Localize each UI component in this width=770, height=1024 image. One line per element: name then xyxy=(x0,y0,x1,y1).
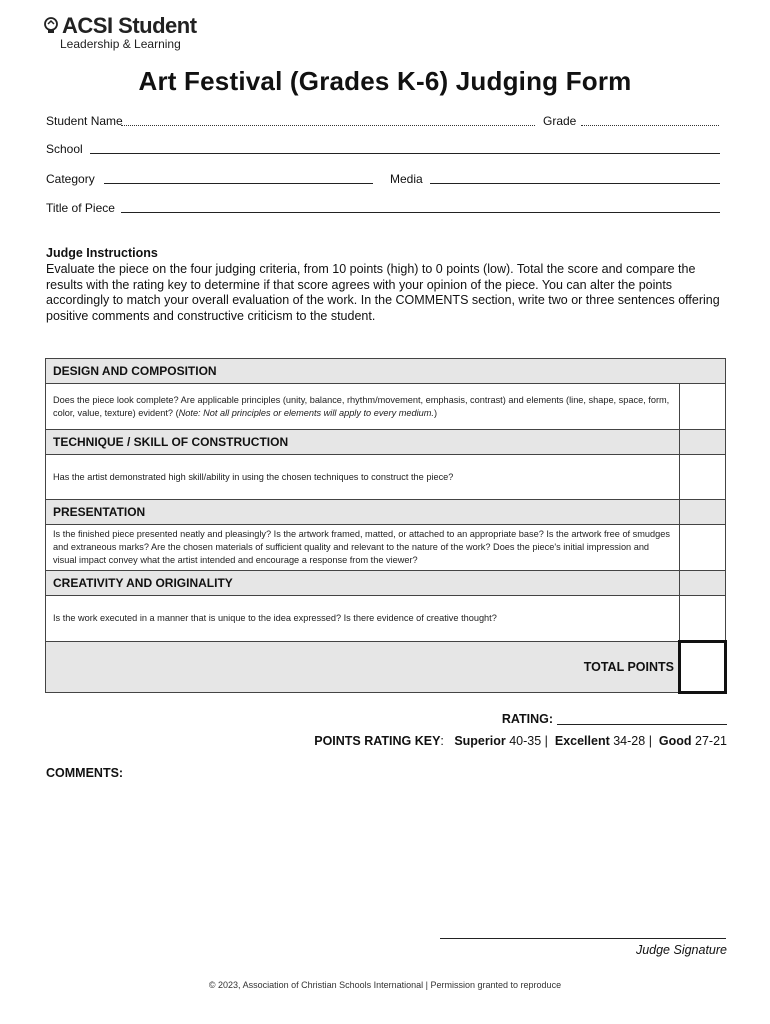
total-row xyxy=(46,642,726,693)
key-good: Good xyxy=(658,734,692,748)
rating-field[interactable] xyxy=(557,724,727,725)
comments-area[interactable] xyxy=(46,785,726,925)
instructions-body: Evaluate the piece on the four judging criteria, from 10 points (high) to 0 points (low). Total the score and compare the results with the rating key to determine if that score agrees with your opinion of the piece. You can alter the points accordingly to match your overall evaluation of the work. In the COMMENTS section, write two or three sentences offering positive comments and constructive criticism to the student. xyxy=(46,262,720,323)
footer: © 2023, Association of Christian Schools International | Permission granted to reproduce xyxy=(208,980,562,990)
school-field[interactable] xyxy=(90,153,720,154)
score-box[interactable] xyxy=(680,525,726,571)
criterion-description: Has the artist demonstrated high skill/ability in using the chosen techniques to construct the piece? xyxy=(46,455,680,500)
criteria-table xyxy=(45,358,727,694)
criterion-header-row xyxy=(46,571,726,596)
rating-row xyxy=(502,712,727,726)
instructions-heading: Judge Instructions xyxy=(46,246,158,260)
logo-line2: Leadership & Learning xyxy=(60,37,181,51)
school-label: School xyxy=(46,142,83,156)
key-excellent: Excellent xyxy=(554,734,610,748)
total-points-box[interactable] xyxy=(680,642,726,693)
category-field[interactable] xyxy=(104,183,373,184)
criterion-row xyxy=(46,455,726,500)
criterion-header-row xyxy=(46,430,726,455)
criterion-description: Is the work executed in a manner that is unique to the idea expressed? Is there evidence of creative thought? xyxy=(46,596,680,642)
key-superior-range: 40-35 xyxy=(509,734,542,748)
lightbulb-logo-icon xyxy=(42,17,60,35)
criterion-row xyxy=(46,596,726,642)
score-box[interactable] xyxy=(680,596,726,642)
media-label: Media xyxy=(390,172,423,186)
rating-label: RATING: xyxy=(501,712,553,726)
category-label: Category xyxy=(46,172,95,186)
logo-line1: ACSI Student xyxy=(62,13,197,38)
criterion-header-row xyxy=(46,359,726,384)
key-label: POINTS RATING KEY xyxy=(314,734,441,748)
score-box[interactable] xyxy=(680,455,726,500)
student-name-label: Student Name xyxy=(46,114,123,128)
acsi-logo xyxy=(42,15,197,51)
criterion-heading: DESIGN AND COMPOSITION xyxy=(46,359,726,384)
title-of-piece-label: Title of Piece xyxy=(46,201,115,215)
judge-signature-label: Judge Signature xyxy=(635,943,727,957)
criterion-heading: TECHNIQUE / SKILL OF CONSTRUCTION xyxy=(46,430,680,455)
points-rating-key: POINTS RATING KEY: Superior 40-35 | Excellent 34-28 | Good 27-21 xyxy=(314,734,727,748)
signature-line[interactable] xyxy=(440,938,726,939)
media-field[interactable] xyxy=(430,183,720,184)
criterion-heading: CREATIVITY AND ORIGINALITY xyxy=(46,571,680,596)
score-box[interactable] xyxy=(680,384,726,430)
grade-field[interactable] xyxy=(581,125,719,126)
student-name-field[interactable] xyxy=(121,125,535,126)
total-points-label: TOTAL POINTS xyxy=(46,642,680,693)
title-of-piece-field[interactable] xyxy=(121,212,720,213)
criterion-row xyxy=(46,384,726,430)
criterion-description: Does the piece look complete? Are applicable principles (unity, balance, rhythm/movement, emphasis, contrast) and elements (line, shape, space, form, color, value, texture) evident? (Note: Not all principles or elements will apply to every medium.) xyxy=(46,384,680,430)
criterion-note: Note: Not all principles or elements will apply to every medium. xyxy=(178,407,434,418)
criterion-heading: PRESENTATION xyxy=(46,500,680,525)
criterion-description: Is the finished piece presented neatly and pleasingly? Is the artwork framed, matted, or attached to an appropriate base? Is the artwork free of smudges and extraneous marks? Are the chosen materials of sufficient quality and relevant to the nature of the work? Does the piece's initial impression and visual impact convey what the artist intended and encourage a response from the viewer? xyxy=(46,525,680,571)
comments-label: COMMENTS: xyxy=(46,766,124,780)
key-superior: Superior xyxy=(454,734,506,748)
grade-label: Grade xyxy=(543,114,577,128)
criterion-row xyxy=(46,525,726,571)
key-good-range: 27-21 xyxy=(695,734,727,748)
page-title: Art Festival (Grades K-6) Judging Form xyxy=(138,66,632,96)
criterion-header-row xyxy=(46,500,726,525)
key-excellent-range: 34-28 xyxy=(613,734,646,748)
